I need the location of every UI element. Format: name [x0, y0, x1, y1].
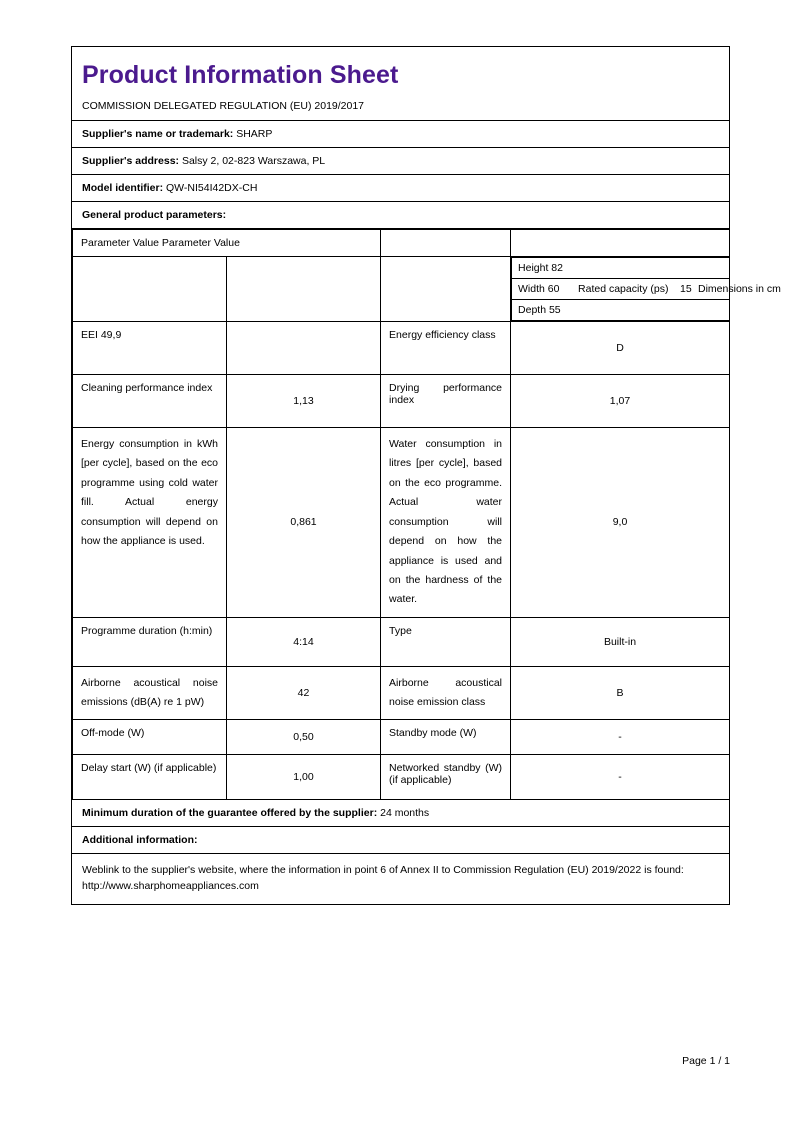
- row-value-noise-emissions: 42: [227, 666, 381, 719]
- row-label-programme-duration: Programme duration (h:min): [73, 617, 227, 666]
- regulation-reference: COMMISSION DELEGATED REGULATION (EU) 2019/2017: [82, 100, 365, 112]
- row-value-drying-index: 1,07: [511, 375, 730, 428]
- row-label-cleaning-index: Cleaning performance index: [73, 375, 227, 428]
- product-information-sheet: [71, 46, 781, 905]
- dimension-name-width: Width: [518, 283, 545, 295]
- dimensions-blank-3: [381, 257, 511, 322]
- row-value-networked-standby: -: [511, 754, 730, 799]
- row-label-standby-mode: Standby mode (W): [381, 719, 511, 754]
- dimension-row-depth: [511, 299, 730, 321]
- table-row: [73, 617, 730, 666]
- row-label-energy-consumption: Energy consumption in kWh [per cycle], based on the eco programme using cold water fill. Actual energy consumption will depend on how the appliance is used.: [73, 428, 227, 618]
- parameters-table: [72, 229, 781, 800]
- dimensions-blank-2: [227, 257, 381, 322]
- row-label-networked-standby: Networked standby (W) (if applicable): [381, 754, 511, 799]
- row-label-noise-class: Airborne acoustical noise emission class: [381, 666, 511, 719]
- additional-information-label: Additional information:: [82, 833, 198, 846]
- model-identifier-row: [72, 175, 729, 202]
- dimension-name-depth: Depth: [518, 304, 547, 316]
- guarantee-label: Minimum duration of the guarantee offered by the supplier:: [82, 806, 378, 819]
- header-blank-cell-2: [511, 230, 730, 257]
- supplier-address-value: Salsy 2, 02-823 Warszawa, PL: [181, 155, 326, 167]
- dimension-value-depth: 55: [548, 304, 561, 316]
- row-value-type: Built-in: [511, 617, 730, 666]
- parameter-header-cell: Parameter Value Parameter Value: [73, 230, 381, 257]
- row-value-water-consumption: 9,0: [511, 428, 730, 618]
- row-label-delay-start: Delay start (W) (if applicable): [73, 754, 227, 799]
- rated-capacity-label: Rated capacity (ps): [578, 283, 669, 295]
- table-row: [73, 375, 730, 428]
- header-blank-cell: [381, 230, 511, 257]
- row-value-energy-consumption: 0,861: [227, 428, 381, 618]
- row-label-type: Type: [381, 617, 511, 666]
- table-row: [73, 666, 730, 719]
- row-value-cleaning-index: 1,13: [227, 375, 381, 428]
- table-row: [73, 719, 730, 754]
- dimensions-row: [73, 257, 730, 322]
- row-value-delay-start: 1,00: [227, 754, 381, 799]
- page-title: Product Information Sheet: [82, 61, 399, 89]
- row-value-energy-class: D: [511, 322, 730, 375]
- dimensions-label: Dimensions in cm: [698, 283, 781, 295]
- additional-information-row: [72, 826, 729, 853]
- guarantee-row: [72, 800, 729, 826]
- row-label-drying-index: Drying performance index: [381, 375, 511, 428]
- table-row: [73, 322, 730, 375]
- row-value-standby-mode: -: [511, 719, 730, 754]
- row-label-energy-class: Energy efficiency class: [381, 322, 511, 375]
- dimension-row-height: [511, 257, 730, 278]
- supplier-name-value: SHARP: [236, 128, 273, 140]
- table-header-row: [73, 230, 730, 257]
- dimensions-list: [511, 257, 781, 321]
- row-value-off-mode: 0,50: [227, 719, 381, 754]
- dimension-value-height: 82: [551, 262, 563, 274]
- row-value-eei: [227, 322, 381, 375]
- dimension-value-width: 60: [547, 283, 560, 295]
- page-number: Page 1 / 1: [682, 1055, 730, 1067]
- dimensions-blank-1: [73, 257, 227, 322]
- rated-capacity-value: 15: [680, 283, 692, 295]
- row-label-noise-emissions: Airborne acoustical noise emissions (dB(A) re 1 pW): [73, 666, 227, 719]
- row-label-water-consumption: Water consumption in litres [per cycle], based on the eco programme. Actual water consumption will depend on how the appliance is used and on the hardness of the water.: [381, 428, 511, 618]
- supplier-address-row: [72, 148, 729, 175]
- supplier-name-row: [72, 121, 729, 148]
- guarantee-value: 24 months: [380, 806, 430, 819]
- supplier-name-label: Supplier's name or trademark:: [82, 128, 234, 140]
- table-row: [73, 428, 730, 618]
- general-parameters-label: General product parameters:: [82, 209, 227, 221]
- title-block: [72, 47, 729, 121]
- table-row: [73, 754, 730, 799]
- dimension-row-width: [511, 278, 781, 299]
- model-identifier-value: QW-NI54I42DX-CH: [166, 182, 258, 194]
- model-identifier-label: Model identifier:: [82, 182, 164, 194]
- dimensions-cell: [511, 257, 781, 322]
- row-label-eei: EEI 49,9: [73, 322, 227, 375]
- supplier-address-label: Supplier's address:: [82, 155, 180, 167]
- row-value-noise-class: B: [511, 666, 730, 719]
- general-parameters-row: [72, 202, 729, 229]
- weblink-row: Weblink to the supplier's website, where the information in point 6 of Annex II to Commission Regulation (EU) 2019/2022 is found: http://www.sharphomeappliances.com: [72, 853, 729, 905]
- row-value-programme-duration: 4:14: [227, 617, 381, 666]
- row-label-off-mode: Off-mode (W): [73, 719, 227, 754]
- dimension-name-height: Height: [518, 262, 549, 274]
